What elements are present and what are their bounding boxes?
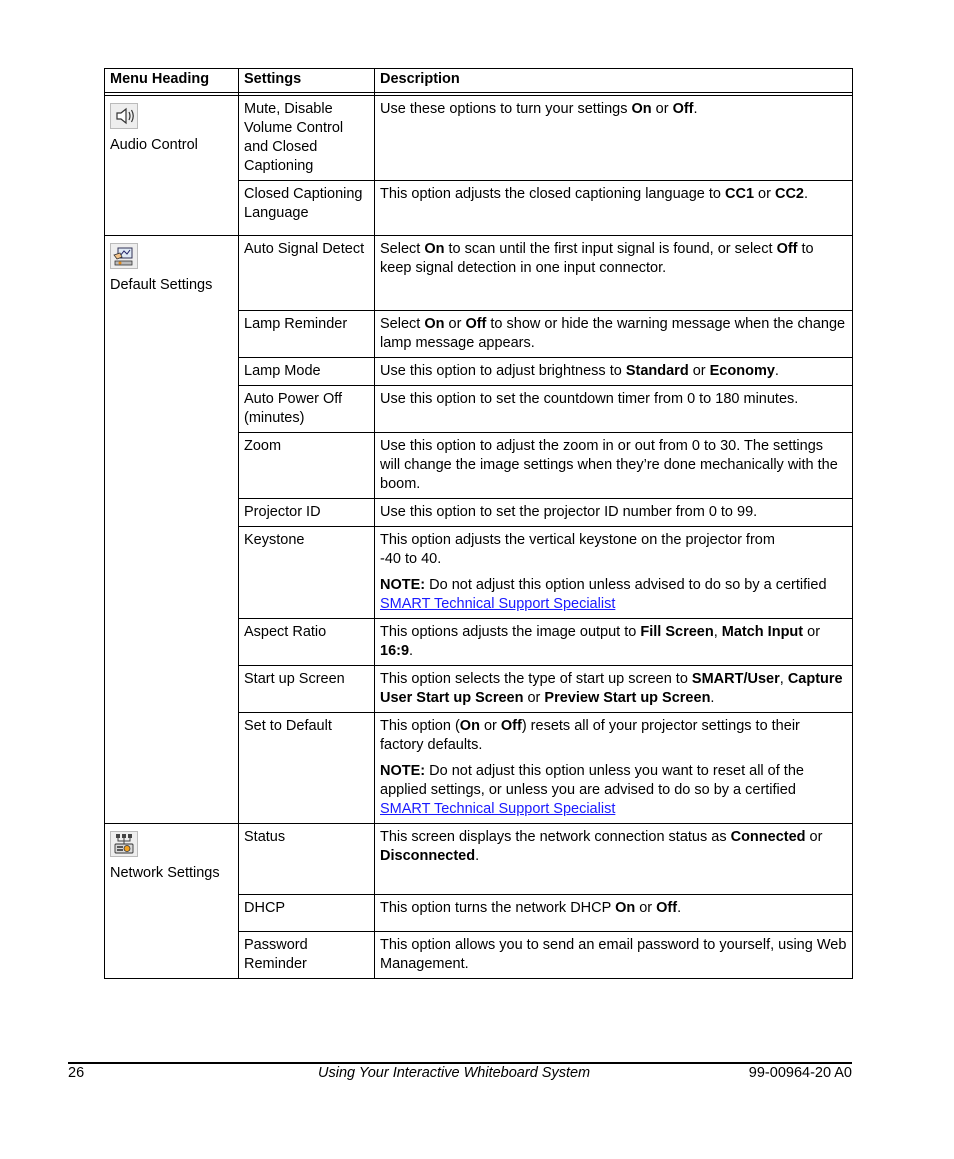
description-text: Use this option to set the projector ID number from 0 to 99. (380, 504, 758, 520)
menu-heading-cell (105, 96, 239, 236)
description-text: Select On or Off to show or hide the warning message when the change lamp message appears. (380, 316, 846, 351)
network-settings-icon (110, 831, 233, 857)
description-text: Select On to scan until the first input signal is found, or select Off to keep signal detection in one input connector. (380, 241, 814, 276)
setting-name: Lamp Reminder (239, 311, 375, 358)
support-specialist-link[interactable]: SMART Technical Support Specialist (380, 801, 616, 817)
description-text: This option turns the network DHCP On or Off. (380, 900, 682, 916)
setting-description (375, 96, 853, 181)
description-text: This option allows you to send an email password to yourself, using Web Management. (380, 937, 847, 972)
setting-description (375, 619, 853, 666)
setting-name: Set to Default (239, 713, 375, 824)
setting-description (375, 236, 853, 311)
setting-name: DHCP (239, 895, 375, 932)
header-menu-heading: Menu Heading (105, 69, 239, 93)
description-text: Use these options to turn your settings On or Off. (380, 101, 698, 117)
setting-name: Auto Signal Detect (239, 236, 375, 311)
description-text: This option (On or Off) resets all of your projector settings to their factory defaults. (380, 718, 800, 753)
document-title: Using Your Interactive Whiteboard System (318, 1065, 591, 1081)
setting-name: Keystone (239, 527, 375, 619)
setting-description (375, 527, 853, 619)
table-row (105, 96, 853, 181)
note-text: NOTE: Do not adjust this option unless you want to reset all of the applied settings, or unless you are advised to do so by a certified SMART Technical Support Specialist (380, 763, 804, 817)
setting-description (375, 433, 853, 499)
setting-name: Start up Screen (239, 666, 375, 713)
setting-description (375, 181, 853, 236)
description-text: Use this option to adjust brightness to Standard or Economy. (380, 363, 779, 379)
header-description: Description (375, 69, 853, 93)
footer-rule (68, 1062, 852, 1064)
setting-name: Aspect Ratio (239, 619, 375, 666)
default-settings-icon (110, 243, 233, 269)
table-row (105, 824, 853, 895)
settings-table (104, 68, 853, 979)
setting-description (375, 666, 853, 713)
support-specialist-link[interactable]: SMART Technical Support Specialist (380, 596, 616, 612)
setting-description (375, 713, 853, 824)
document-number: 99-00964-20 A0 (748, 1065, 852, 1081)
menu-heading-label: Audio Control (110, 137, 198, 153)
page-number: 26 (68, 1065, 85, 1081)
menu-heading-cell (105, 236, 239, 824)
setting-name: Password Reminder (239, 932, 375, 979)
note-text: NOTE: Do not adjust this option unless advised to do so by a certified SMART Technical Support Specialist (380, 577, 827, 612)
menu-heading-label: Default Settings (110, 277, 213, 293)
table-header-row (105, 69, 853, 93)
setting-description (375, 824, 853, 895)
setting-name: Zoom (239, 433, 375, 499)
setting-description (375, 358, 853, 386)
setting-name: Lamp Mode (239, 358, 375, 386)
description-text: This options adjusts the image output to Fill Screen, Match Input or 16:9. (380, 624, 821, 659)
setting-name: Projector ID (239, 499, 375, 527)
description-text: Use this option to set the countdown timer from 0 to 180 minutes. (380, 391, 799, 407)
description-text: This option adjusts the closed captioning language to CC1 or CC2. (380, 186, 809, 202)
menu-heading-label: Network Settings (110, 865, 220, 881)
setting-description (375, 895, 853, 932)
setting-name: Auto Power Off (minutes) (239, 386, 375, 433)
setting-description (375, 499, 853, 527)
setting-name: Mute, Disable Volume Control and Closed Captioning (239, 96, 375, 181)
description-text: Use this option to adjust the zoom in or out from 0 to 30. The settings will change the image settings when they’re done mechanically with the boom. (380, 438, 838, 492)
description-text: This option selects the type of start up screen to SMART/User, Capture User Start up Screen or Preview Start up Screen. (380, 671, 843, 706)
header-settings: Settings (239, 69, 375, 93)
description-text: This option adjusts the vertical keystone on the projector from -40 to 40. (380, 532, 775, 567)
setting-description (375, 932, 853, 979)
setting-name: Status (239, 824, 375, 895)
menu-heading-cell (105, 824, 239, 979)
setting-description (375, 311, 853, 358)
description-text: This screen displays the network connection status as Connected or Disconnected. (380, 829, 823, 864)
speaker-icon (110, 103, 233, 129)
setting-description (375, 386, 853, 433)
table-row (105, 236, 853, 311)
setting-name: Closed Captioning Language (239, 181, 375, 236)
